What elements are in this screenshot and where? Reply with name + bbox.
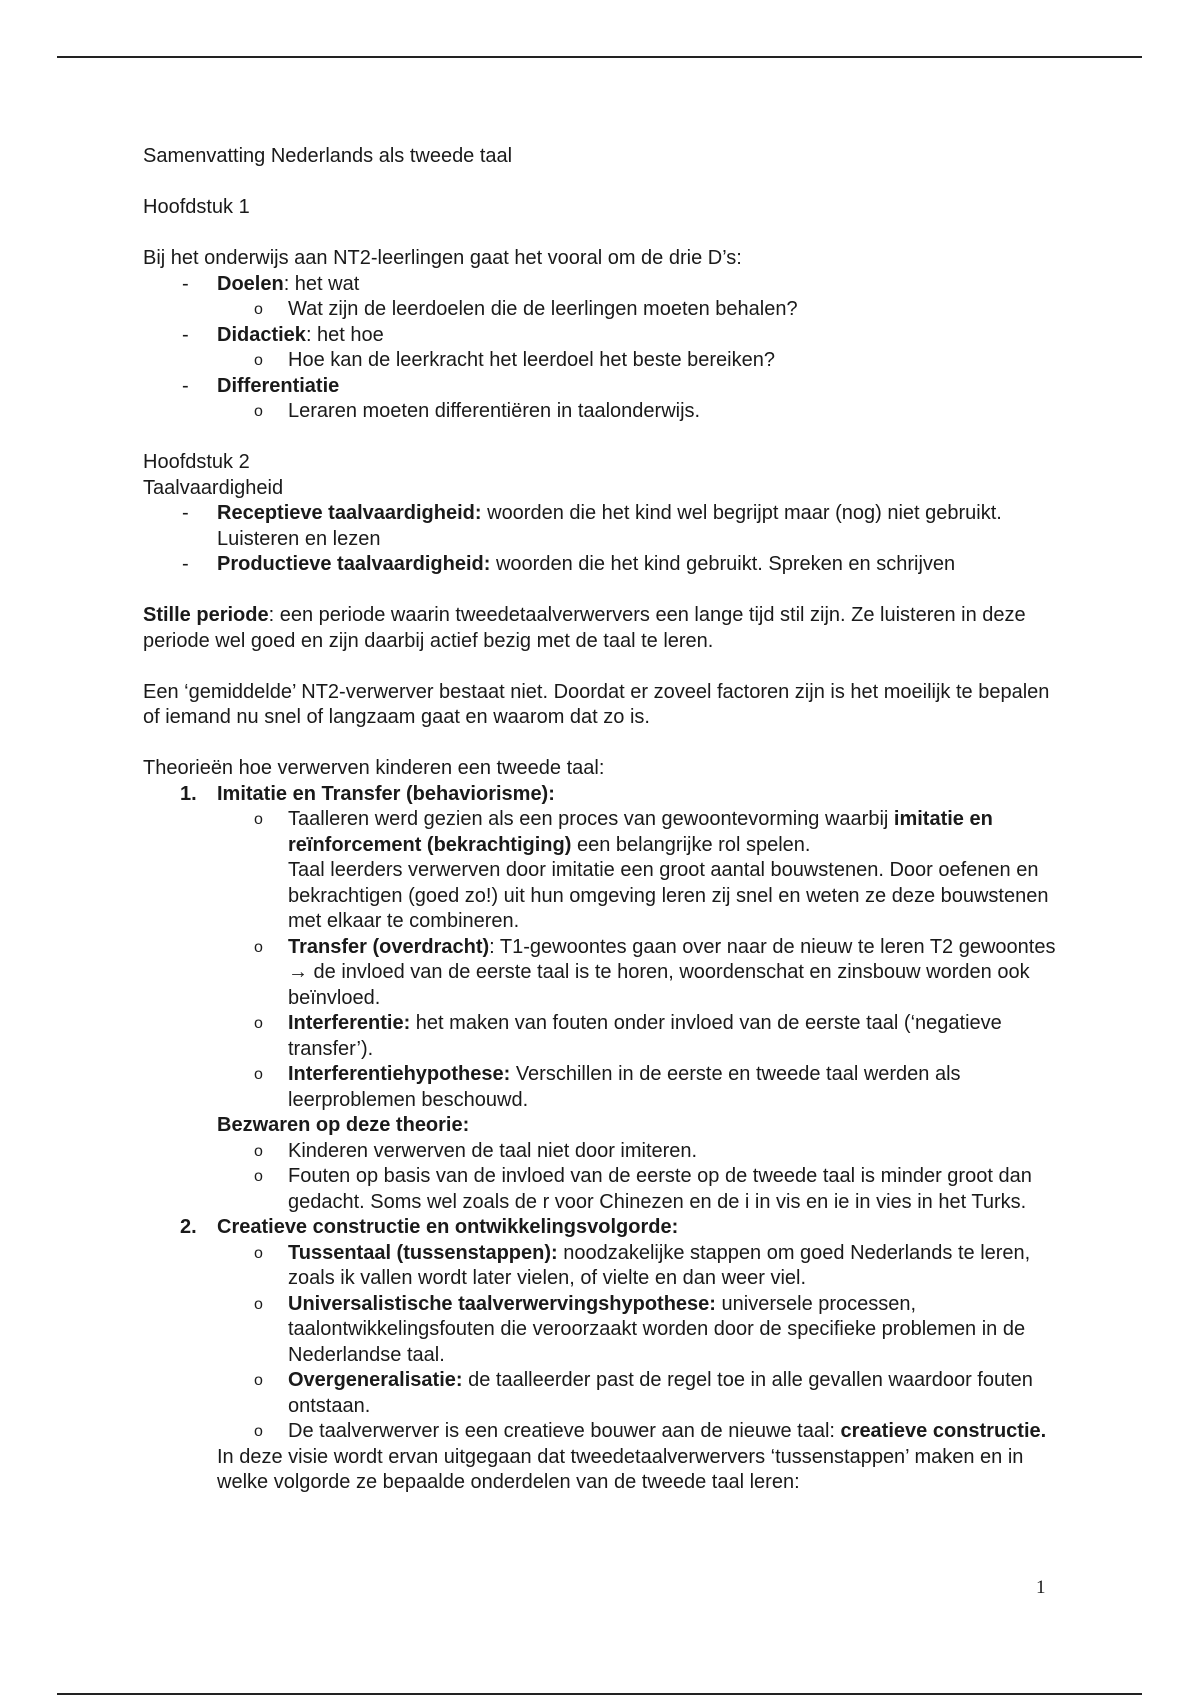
- d-intro: Bij het onderwijs aan NT2-leerlingen gaat het vooral om de drie D’s:: [143, 247, 742, 269]
- list-item: o Kinderen verwerven de taal niet door imiteren.: [254, 1139, 698, 1162]
- list-item: o Leraren moeten differentiëren in taalonderwijs.: [254, 400, 701, 422]
- visie-paragraph: In deze visie wordt ervan uitgegaan dat tweedetaalverwervers ‘tussenstappen’ maken en in welke volgorde ze bepaalde onderdelen van de tweede taal leren:: [217, 1445, 1024, 1493]
- list-item: - Differentiatie: [182, 374, 340, 397]
- footer-rule: [57, 1693, 1142, 1695]
- list-item: o Hoe kan de leerkracht het leerdoel het beste bereiken?: [254, 349, 775, 371]
- page-number: 1: [1036, 1577, 1046, 1598]
- document-title: Samenvatting Nederlands als tweede taal: [143, 145, 513, 167]
- theorie-intro: Theorieën hoe verwerven kinderen een tweede taal:: [143, 757, 605, 779]
- list-item: o Fouten op basis van de invloed van de eerste op de tweede taal is minder groot dan gedacht. Soms wel zoals de r voor Chinezen en de i in vis en ie in vies in het Turks.: [254, 1165, 1032, 1213]
- list-item: o Tussentaal (tussenstappen): noodzakelijke stappen om goed Nederlands te leren, zoals ik vallen wordt later vielen, of vielte en dan weer viel.: [254, 1241, 1031, 1289]
- chapter-2-subheading: Taalvaardigheid: [143, 476, 284, 499]
- list-item: - Didactiek: het hoe: [182, 323, 384, 346]
- list-item: - Productieve taalvaardigheid: woorden die het kind gebruikt. Spreken en schrijven: [182, 553, 956, 575]
- list-item-continuation: Taal leerders verwerven door imitatie een groot aantal bouwstenen. Door oefenen en bekrachtigen (goed zo!) uit hun omgeving leren zij snel en weten ze deze bouwstenen met elkaar te combineren.: [288, 859, 1049, 932]
- header-rule: [57, 56, 1142, 58]
- list-item: - Doelen: het wat: [182, 272, 360, 295]
- list-item: o Universalistische taalverwervingshypothese: universele processen, taalontwikkelingsfouten die veroorzaakt worden door de specifieke problemen in de Nederlandse taal.: [254, 1292, 1026, 1366]
- bezwaren-heading: Bezwaren op deze theorie:: [217, 1114, 470, 1136]
- chapter-2-heading: Hoofdstuk 2: [143, 451, 250, 473]
- stille-periode-paragraph: Stille periode: een periode waarin tweedetaalverwervers een lange tijd stil zijn. Ze luisteren in deze periode wel goed en zijn daarbij actief bezig met de taal te leren.: [143, 604, 1026, 652]
- gemiddelde-paragraph: Een ‘gemiddelde’ NT2-verwerver bestaat niet. Doordat er zoveel factoren zijn is het moeilijk te bepalen of iemand nu snel of langzaam gaat en waarom dat zo is.: [143, 680, 1050, 728]
- list-item: o Overgeneralisatie: de taalleerder past de regel toe in alle gevallen waardoor fouten ontstaan.: [254, 1369, 1033, 1417]
- list-item: o Taalleren werd gezien als een proces van gewoontevorming waarbij imitatie en reïnforcement (bekrachtiging) een belangrijke rol spelen.: [254, 808, 993, 856]
- chapter-1-heading: Hoofdstuk 1: [143, 196, 250, 218]
- list-item: o De taalverwerver is een creatieve bouwer aan de nieuwe taal: creatieve constructie.: [254, 1420, 1047, 1442]
- list-item: - Receptieve taalvaardigheid: woorden die het kind wel begrijpt maar (nog) niet gebruikt. Luisteren en lezen: [182, 502, 1002, 550]
- list-item: o Wat zijn de leerdoelen die de leerlingen moeten behalen?: [254, 298, 798, 320]
- theory-1-title: 1. Imitatie en Transfer (behaviorisme):: [180, 782, 555, 805]
- document-body: [143, 144, 1063, 1496]
- theory-2-title: 2. Creatieve constructie en ontwikkelingsvolgorde:: [180, 1216, 679, 1238]
- list-item: o Interferentiehypothese: Verschillen in de eerste en tweede taal werden als leerproblemen beschouwd.: [254, 1063, 961, 1111]
- list-item: o Interferentie: het maken van fouten onder invloed van de eerste taal (‘negatieve transfer’).: [254, 1012, 1002, 1060]
- list-item: o Transfer (overdracht): T1-gewoontes gaan over naar de nieuw te leren T2 gewoontes → de invloed van de eerste taal is te horen, woordenschat en zinsbouw worden ook beïnvloed.: [254, 935, 1056, 1009]
